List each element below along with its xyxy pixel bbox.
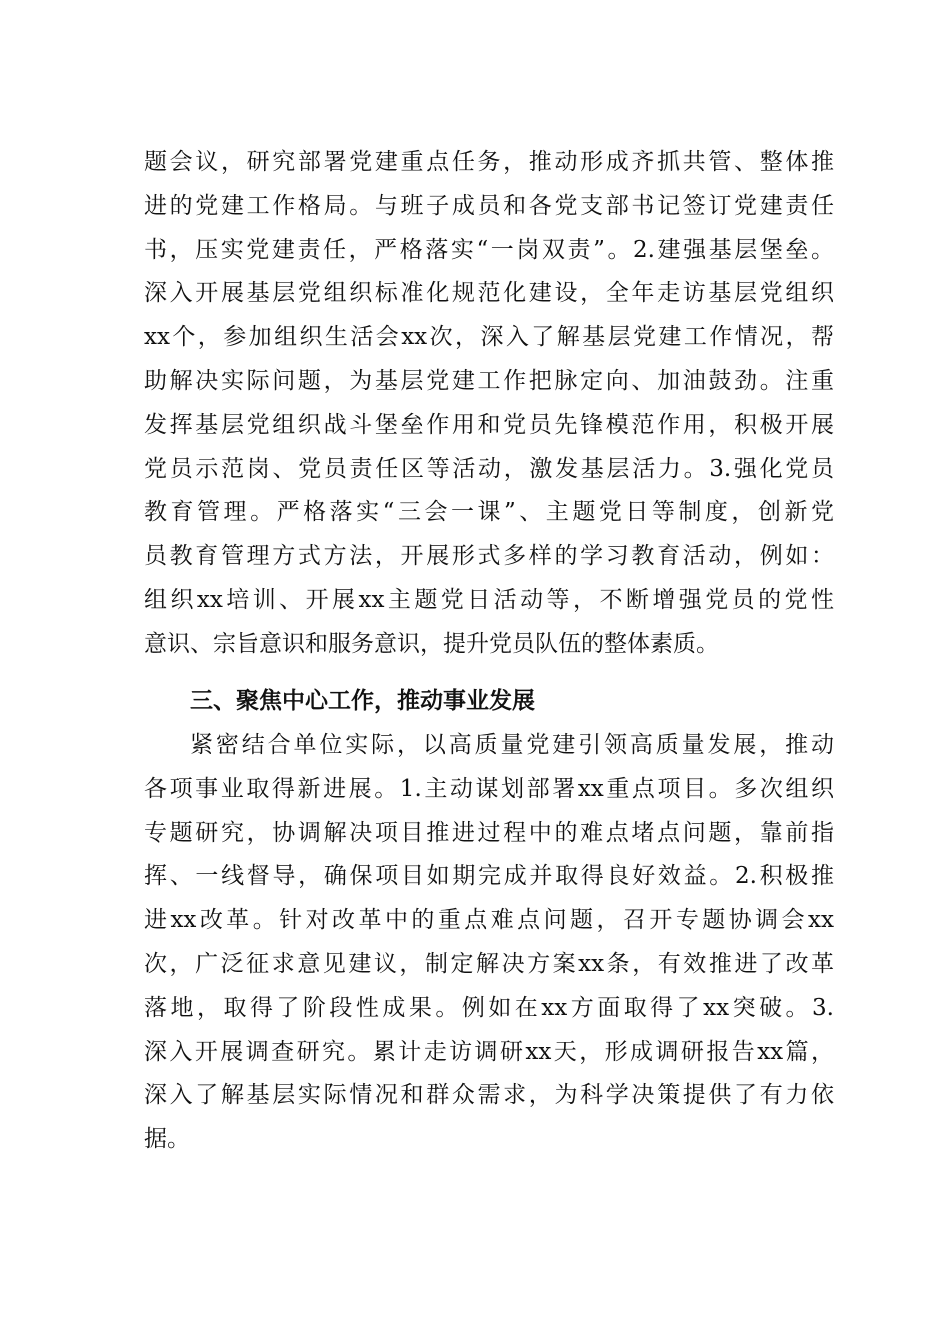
paragraph-line: 深入开展调查研究。累计走访调研xx天，形成调研报告xx篇， <box>144 1038 834 1065</box>
paragraph-line: 发挥基层党组织战斗堡垒作用和党员先锋模范作用，积极开展 <box>144 411 834 438</box>
paragraph-line: 助解决实际问题，为基层党建工作把脉定向、加油鼓劲。注重 <box>144 367 834 394</box>
paragraph-line: 深入开展基层党组织标准化规范化建设，全年走访基层党组织 <box>144 280 834 307</box>
section-heading: 三、聚焦中心工作，推动事业发展 <box>190 688 535 714</box>
paragraph-line: 组织xx培训、开展xx主题党日活动等，不断增强党员的党性 <box>144 586 834 613</box>
paragraph-line: 据。 <box>144 1126 190 1153</box>
paragraph-line: 深入了解基层实际情况和群众需求，为科学决策提供了有力依 <box>144 1082 834 1109</box>
paragraph-line: 紧密结合单位实际，以高质量党建引领高质量发展，推动 <box>190 732 834 758</box>
paragraph-line: 员教育管理方式方法，开展形式多样的学习教育活动，例如： <box>144 543 834 570</box>
paragraph-line: 书，压实党建责任，严格落实“一岗双责”。2.建强基层堡垒。 <box>144 236 834 263</box>
paragraph-line: 专题研究，协调解决项目推进过程中的难点堵点问题，靠前指 <box>144 819 834 846</box>
paragraph-line: 进xx改革。针对改革中的重点难点问题，召开专题协调会xx <box>144 907 834 934</box>
paragraph-line: 次，广泛征求意见建议，制定解决方案xx条，有效推进了改革 <box>144 950 834 977</box>
paragraph-line: 挥、一线督导，确保项目如期完成并取得良好效益。2.积极推 <box>144 863 834 890</box>
paragraph-line: 题会议，研究部署党建重点任务，推动形成齐抓共管、整体推 <box>144 149 834 175</box>
paragraph-party-building <box>144 141 834 667</box>
paragraph-line: 教育管理。严格落实“三会一课”、主题党日等制度，创新党 <box>144 499 834 526</box>
paragraph-line: xx个，参加组织生活会xx次，深入了解基层党建工作情况，帮 <box>144 324 834 351</box>
paragraph-line: 意识、宗旨意识和服务意识，提升党员队伍的整体素质。 <box>144 630 719 657</box>
paragraph-line: 进的党建工作格局。与班子成员和各党支部书记签订党建责任 <box>144 192 834 219</box>
paragraph-line: 各项事业取得新进展。1.主动谋划部署xx重点项目。多次组织 <box>144 775 834 802</box>
paragraph-line: 落地，取得了阶段性成果。例如在xx方面取得了xx突破。3. <box>144 994 834 1021</box>
paragraph-central-work <box>144 724 834 1162</box>
paragraph-line: 党员示范岗、党员责任区等活动，激发基层活力。3.强化党员 <box>144 455 834 482</box>
